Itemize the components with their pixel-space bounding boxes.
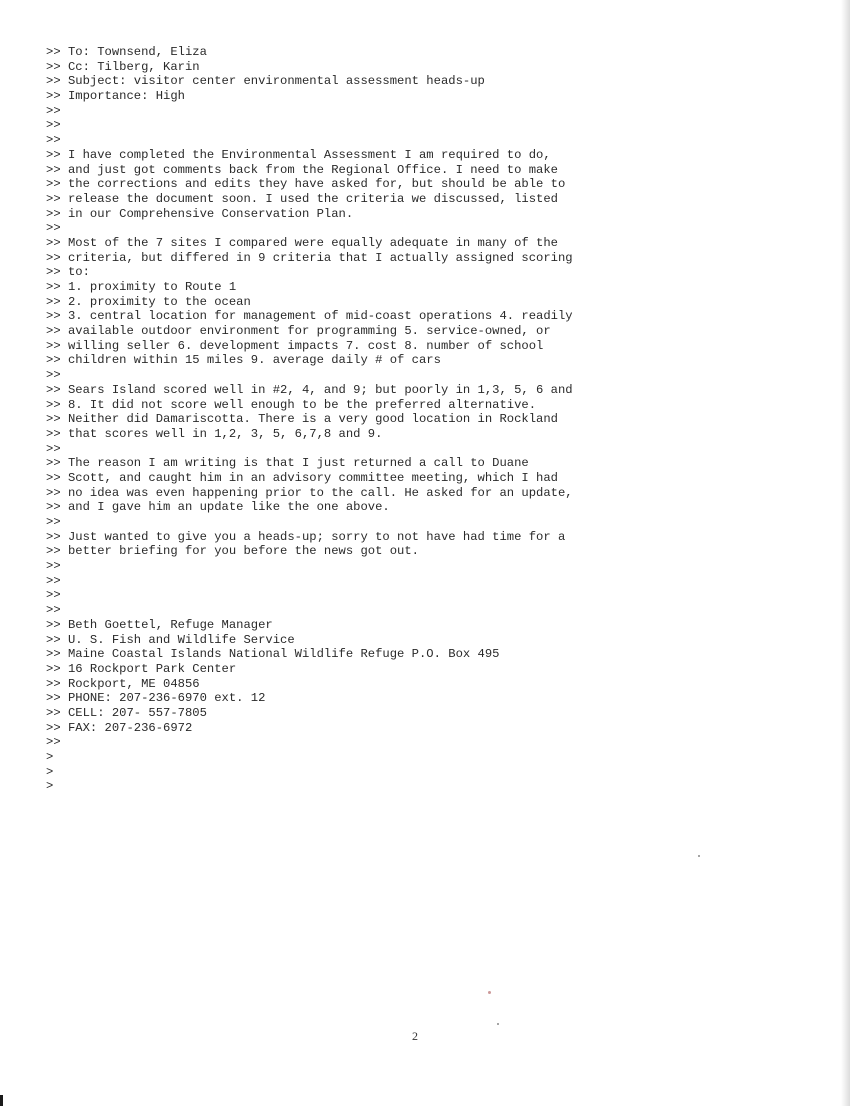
header-to-line: >> To: Townsend, Eliza — [46, 45, 207, 59]
header-cc-line: >> Cc: Tilberg, Karin — [46, 59, 200, 74]
quote-line: >> — [46, 735, 61, 750]
criteria-line: >> 3. central location for management of mid-coast operations 4. readily — [46, 309, 573, 324]
signature-agency-line: >> U. S. Fish and Wildlife Service — [46, 632, 295, 647]
criteria-line: >> 2. proximity to the ocean — [46, 294, 251, 309]
criteria-line: >> 1. proximity to Route 1 — [46, 280, 237, 294]
quote-line: >> — [46, 588, 61, 603]
body-line: >> in our Comprehensive Conservation Plan. — [46, 206, 354, 221]
quote-line: >> — [46, 103, 61, 118]
criteria-line: >> available outdoor environment for programming 5. service-owned, or — [46, 324, 551, 339]
body-line: >> Neither did Damariscotta. There is a very good location in Rockland — [46, 412, 558, 427]
body-line: >> 8. It did not score well enough to be the preferred alternative. — [46, 397, 537, 412]
quote-line: >> — [46, 573, 61, 588]
page-number: 2 — [412, 1029, 418, 1043]
signature-name-line: >> Beth Goettel, Refuge Manager — [46, 617, 273, 632]
scan-speck — [488, 991, 491, 994]
criteria-line: >> children within 15 miles 9. average daily # of cars — [46, 353, 441, 368]
quote-line: >> — [46, 368, 61, 383]
quote-line: >> — [46, 118, 61, 133]
criteria-line: >> willing seller 6. development impacts 7. cost 8. number of school — [46, 338, 544, 353]
quote-line: > — [46, 764, 54, 779]
body-line: >> Just wanted to give you a heads-up; sorry to not have had time for a — [46, 529, 566, 544]
body-line: >> no idea was even happening prior to the call. He asked for an update, — [46, 485, 573, 500]
scan-edge-mark — [0, 1095, 3, 1106]
body-line: >> release the document soon. I used the criteria we discussed, listed — [46, 191, 558, 206]
body-line: >> Most of the 7 sites I compared were equally adequate in many of the — [46, 235, 558, 250]
body-line: >> to: — [46, 265, 90, 280]
body-line: >> and just got comments back from the Regional Office. I need to make — [46, 162, 558, 177]
body-line: >> better briefing for you before the news got out. — [46, 544, 419, 559]
quote-line: >> — [46, 515, 61, 529]
scan-speck — [497, 1023, 499, 1025]
body-line: >> Scott, and caught him in an advisory committee meeting, which I had — [46, 470, 558, 485]
scan-speck — [698, 855, 700, 857]
quote-line: >> — [46, 133, 61, 148]
quote-line: >> — [46, 603, 61, 618]
body-line: >> I have completed the Environmental Assessment I am required to do, — [46, 147, 551, 162]
body-line: >> criteria, but differed in 9 criteria that I actually assigned scoring — [46, 250, 573, 265]
body-line: >> and I gave him an update like the one above. — [46, 500, 390, 515]
body-line: >> Sears Island scored well in #2, 4, and 9; but poorly in 1,3, 5, 6 and — [46, 382, 573, 397]
signature-refuge-line: >> Maine Coastal Islands National Wildlife Refuge P.O. Box 495 — [46, 647, 500, 662]
body-line: >> The reason I am writing is that I just returned a call to Duane — [46, 456, 529, 471]
signature-phone-line: >> PHONE: 207-236-6970 ext. 12 — [46, 691, 266, 706]
body-line: >> that scores well in 1,2, 3, 5, 6,7,8 and 9. — [46, 426, 383, 441]
signature-city-line: >> Rockport, ME 04856 — [46, 676, 200, 691]
signature-fax-line: >> FAX: 207-236-6972 — [46, 720, 193, 735]
signature-address-line: >> 16 Rockport Park Center — [46, 661, 237, 676]
signature-cell-line: >> CELL: 207- 557-7805 — [46, 705, 207, 720]
quote-line: > — [46, 779, 54, 794]
body-line: >> the corrections and edits they have asked for, but should be able to — [46, 177, 566, 192]
header-importance-line: >> Importance: High — [46, 89, 185, 104]
quote-line: >> — [46, 221, 61, 236]
quote-line: >> — [46, 441, 61, 456]
quote-line: > — [46, 750, 54, 764]
page-edge-shadow — [841, 0, 850, 1106]
email-body — [46, 45, 836, 794]
header-subject-line: >> Subject: visitor center environmental assessment heads-up — [46, 74, 485, 89]
quote-line: >> — [46, 559, 61, 574]
